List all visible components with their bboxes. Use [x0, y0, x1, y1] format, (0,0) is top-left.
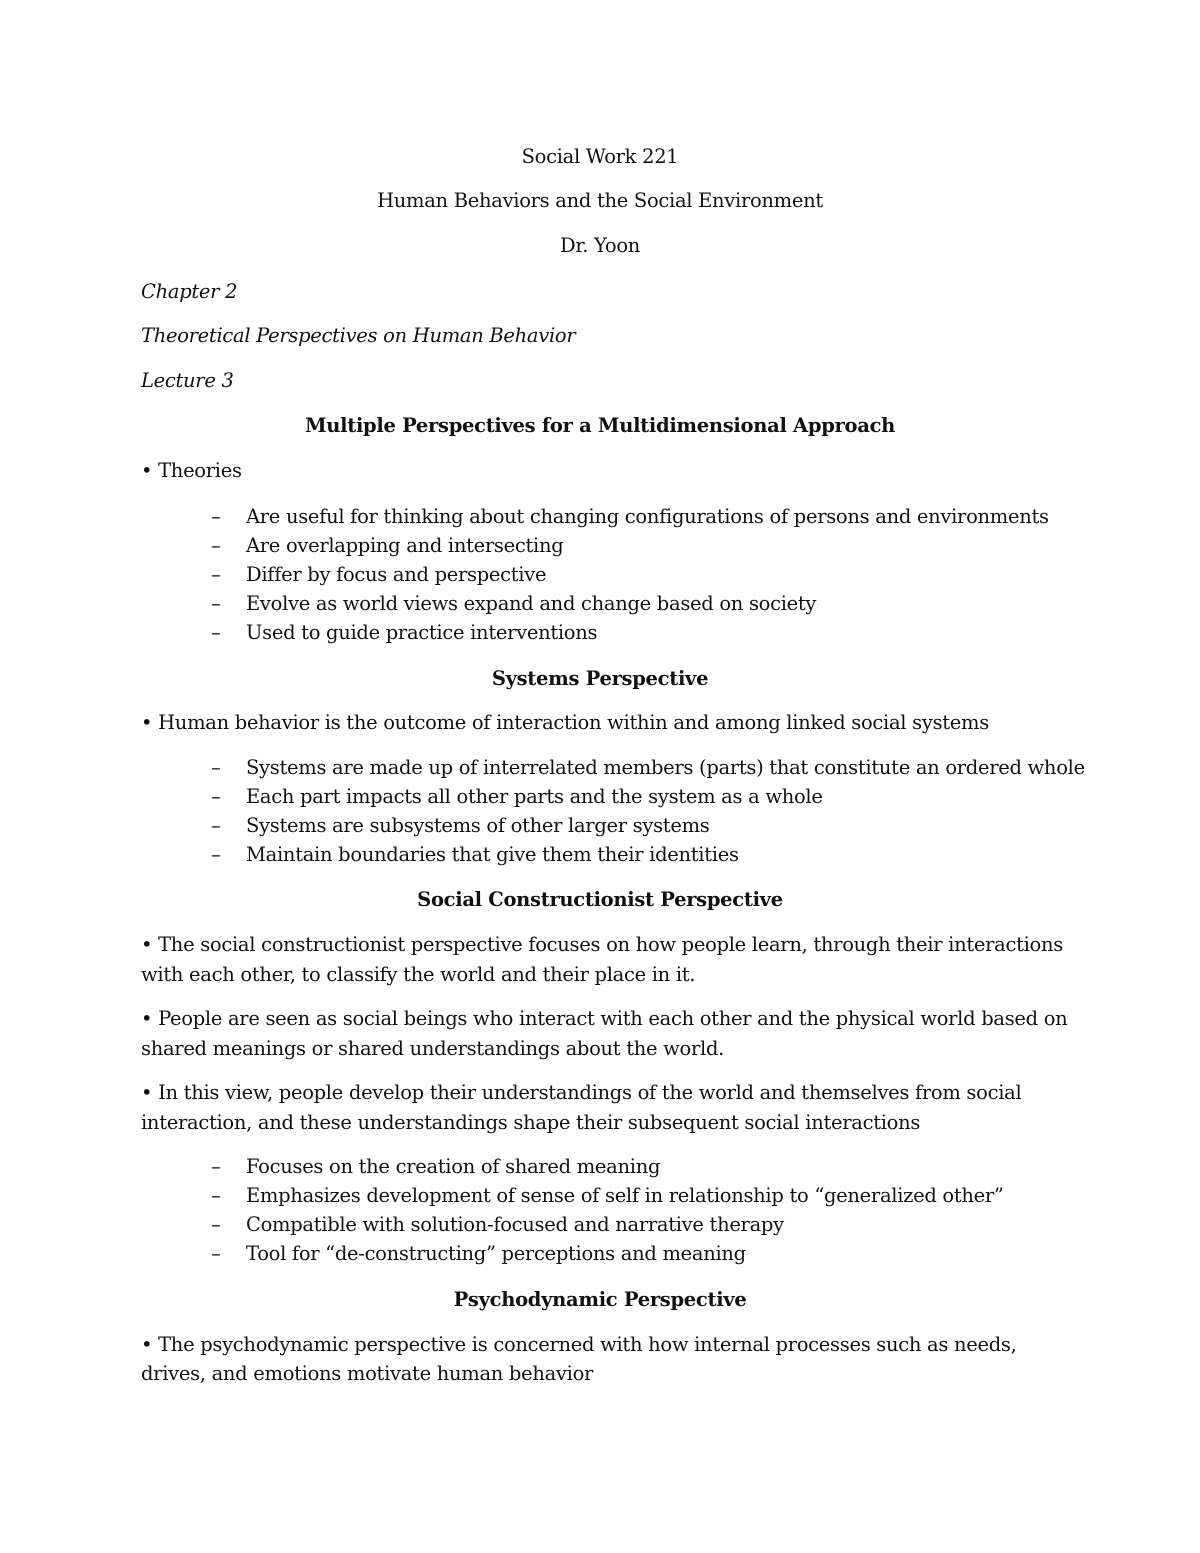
dash-marker: – [211, 1242, 221, 1265]
dash-marker: – [211, 563, 221, 586]
paragraph-line: interaction, and these understandings shape their subsequent social interactions [141, 1111, 921, 1134]
list-item: Differ by focus and perspective [246, 563, 547, 586]
section-heading-social-constructionist: Social Constructionist Perspective [417, 888, 783, 911]
instructor-name: Dr. Yoon [559, 234, 641, 257]
paragraph-line: • People are seen as social beings who interact with each other and the physical world based on [141, 1007, 1068, 1030]
list-item: Compatible with solution-focused and narrative therapy [246, 1213, 784, 1236]
list-item: Emphasizes development of sense of self in relationship to “generalized other” [246, 1184, 1004, 1207]
dash-marker: – [211, 505, 221, 528]
paragraph-line: drives, and emotions motivate human behavior [141, 1362, 594, 1385]
list-item: Systems are made up of interrelated members (parts) that constitute an ordered whole [246, 756, 1085, 779]
list-item: Are overlapping and intersecting [246, 534, 564, 557]
chapter-title: Theoretical Perspectives on Human Behavior [141, 324, 576, 347]
list-item: Are useful for thinking about changing configurations of persons and environments [246, 505, 1049, 528]
lecture-label: Lecture 3 [141, 369, 234, 392]
paragraph-line: • In this view, people develop their understandings of the world and themselves from social [141, 1081, 1022, 1104]
dash-marker: – [211, 592, 221, 615]
dash-marker: – [211, 843, 221, 866]
paragraph-line: shared meanings or shared understandings about the world. [141, 1037, 725, 1060]
dash-marker: – [211, 785, 221, 808]
list-item: Tool for “de-constructing” perceptions and meaning [246, 1242, 746, 1265]
dash-marker: – [211, 534, 221, 557]
dash-marker: – [211, 756, 221, 779]
list-item: Used to guide practice interventions [246, 621, 598, 644]
course-number: Social Work 221 [521, 145, 679, 168]
chapter-label: Chapter 2 [141, 280, 238, 303]
paragraph-line: • The social constructionist perspective focuses on how people learn, through their interactions [141, 933, 1063, 956]
course-title: Human Behaviors and the Social Environment [377, 189, 823, 212]
dash-marker: – [211, 1184, 221, 1207]
list-item: Focuses on the creation of shared meaning [246, 1155, 661, 1178]
section-heading-multiple-perspectives: Multiple Perspectives for a Multidimensional Approach [304, 414, 896, 437]
theories-bullet: • Theories [141, 459, 242, 482]
list-item: Maintain boundaries that give them their identities [246, 843, 739, 866]
systems-intro: • Human behavior is the outcome of interaction within and among linked social systems [141, 711, 989, 734]
paragraph-line: • The psychodynamic perspective is concerned with how internal processes such as needs, [141, 1333, 1017, 1356]
section-heading-systems: Systems Perspective [491, 667, 709, 690]
dash-marker: – [211, 1155, 221, 1178]
list-item: Evolve as world views expand and change based on society [246, 592, 817, 615]
dash-marker: – [211, 814, 221, 837]
section-heading-psychodynamic: Psychodynamic Perspective [453, 1288, 747, 1311]
dash-marker: – [211, 621, 221, 644]
list-item: Systems are subsystems of other larger systems [246, 814, 710, 837]
paragraph-line: with each other, to classify the world and their place in it. [141, 963, 696, 986]
list-item: Each part impacts all other parts and the system as a whole [246, 785, 823, 808]
dash-marker: – [211, 1213, 221, 1236]
